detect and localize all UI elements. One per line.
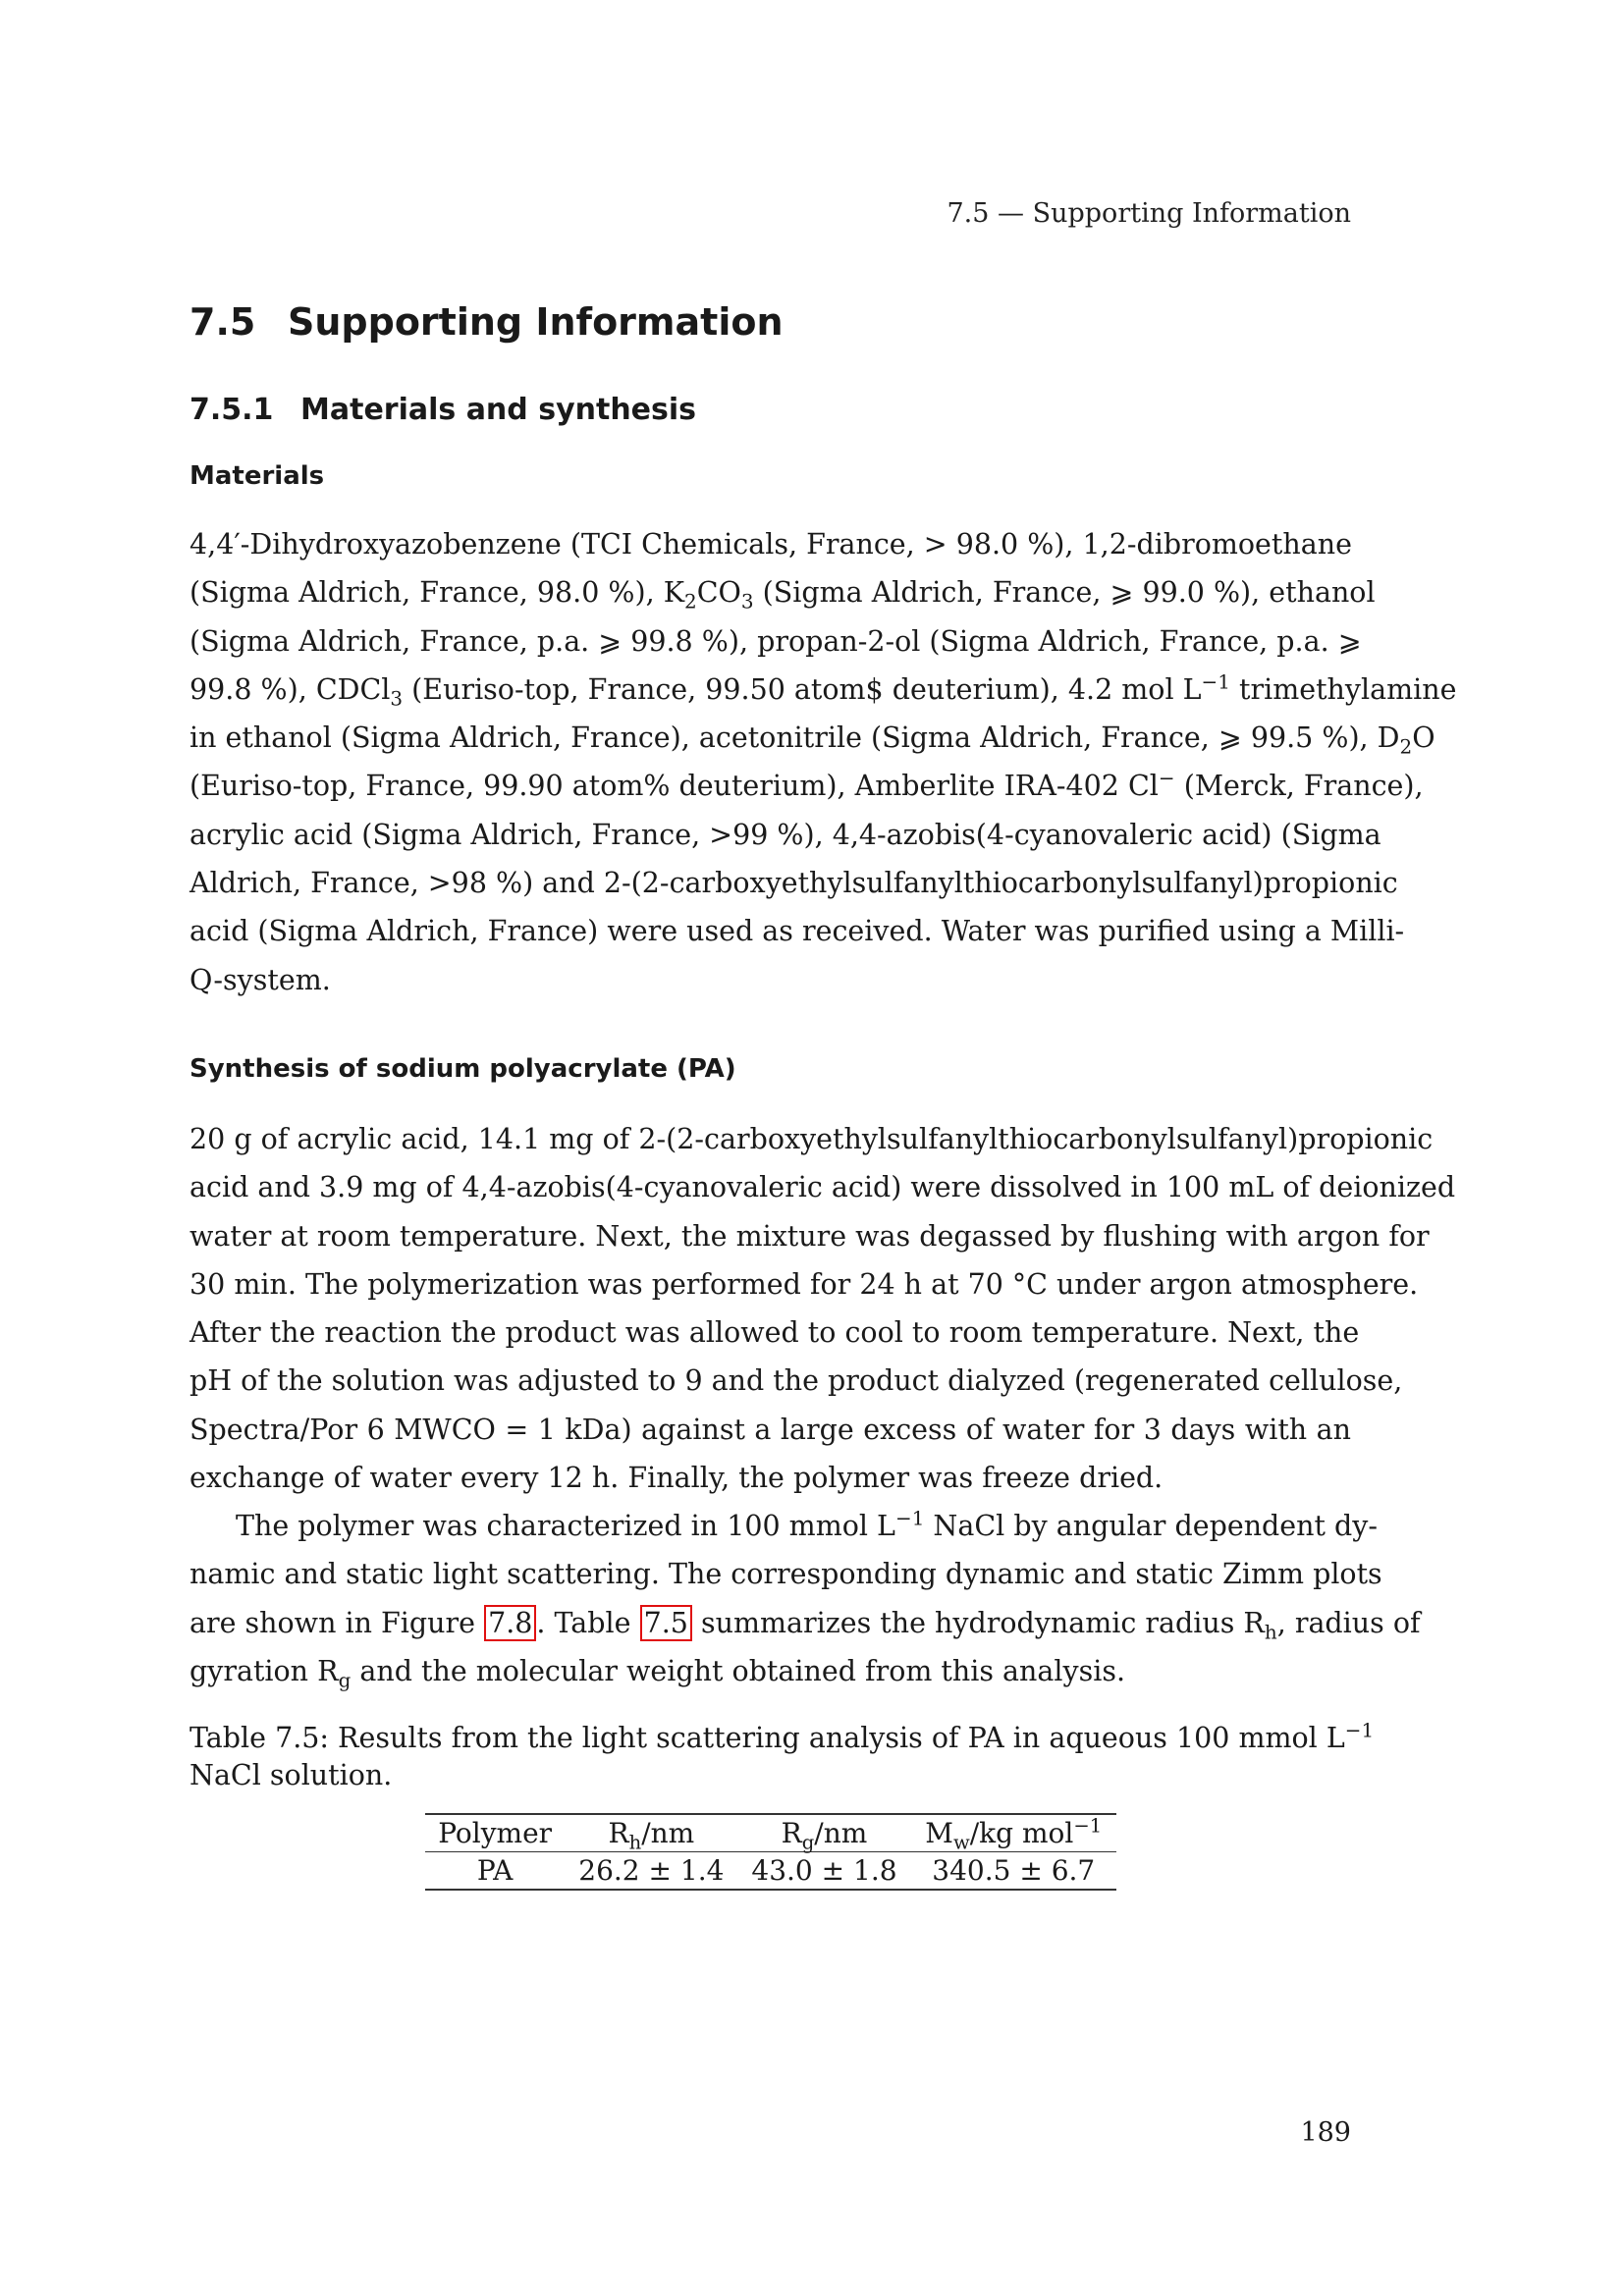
table-row <box>425 1852 1116 1891</box>
text-line: exchange of water every 12 h. Finally, the polymer was freeze dried. <box>189 1462 1164 1495</box>
text-line: Spectra/Por 6 MWCO = 1 kDa) against a large excess of water for 3 days with an <box>189 1413 1351 1446</box>
column-header-mw: $M_w/kg$ mol$^{-1}$ <box>925 1814 1103 1854</box>
text-line: (Sigma Aldrich, France, 98.0 %), $K_2CO_3$ (Sigma Aldrich, France, ⩾ 99.0 %), ethanol <box>189 576 1376 614</box>
section-number: 7.5 <box>189 300 256 344</box>
text-line: acid and 3.9 mg of 4,4-azobis(4-cyanovaleric acid) were dissolved in 100 mL of deionized <box>189 1171 1456 1204</box>
text-line: After the reaction the product was allowed to cool to room temperature. Next, the <box>189 1316 1360 1350</box>
section-heading <box>189 300 784 344</box>
text-line: 99.8 %), CDCl$_3$ (Euriso-top, France, 99.50 atom$ deuterium), 4.2 mol $L^{-1}$ trimethylamine <box>189 669 1457 711</box>
subsection-number: 7.5.1 <box>189 393 274 427</box>
table-caption <box>189 1718 1375 1794</box>
text-line: are shown in Figure 7.8 . Table 7.5 summarizes the hydrodynamic radius $R_h$, radius of <box>189 1606 1421 1644</box>
text-line: Q-system. <box>189 963 331 996</box>
page-number: 189 <box>1300 2117 1351 2148</box>
text-line: acid (Sigma Aldrich, France) were used as received. Water was purified using a Milli- <box>189 915 1405 948</box>
column-header-rg: $R_g/nm$ <box>781 1817 868 1854</box>
text-line: water at room temperature. Next, the mixture was degassed by flushing with argon for <box>189 1219 1430 1253</box>
figure-reference-link[interactable]: 7.8 <box>484 1605 536 1641</box>
running-head: 7.5 — Supporting Information <box>947 198 1351 229</box>
text-line: pH of the solution was adjusted to 9 and the product dialyzed (regenerated cellulose, <box>189 1364 1403 1398</box>
materials-heading: Materials <box>189 461 325 491</box>
synthesis-paragraph-2 <box>189 1502 1421 1695</box>
subsection-heading <box>189 393 696 427</box>
synthesis-heading: Synthesis of sodium polyacrylate (PA) <box>189 1054 736 1084</box>
text-line: (Sigma Aldrich, France, p.a. ⩾ 99.8 %), propan-2-ol (Sigma Aldrich, France, p.a. ⩾ <box>189 624 1362 658</box>
cell-rg: 43.0 ± 1.8 <box>751 1854 897 1887</box>
column-header-polymer: Polymer <box>438 1817 553 1849</box>
synthesis-paragraph-1 <box>189 1115 1456 1502</box>
cell-rh: 26.2 ± 1.4 <box>578 1854 725 1887</box>
caption-line: NaCl solution. <box>189 1759 393 1791</box>
text-line: in ethanol (Sigma Aldrich, France), acetonitrile (Sigma Aldrich, France, ⩾ 99.5 %), $D_2O$ <box>189 721 1435 759</box>
caption-line: Table 7.5: Results from the light scattering analysis of PA in aqueous 100 mmol $L^{-1}$ <box>189 1718 1375 1754</box>
cell-polymer: PA <box>476 1854 514 1887</box>
text-line: 20 g of acrylic acid, 14.1 mg of 2-(2-carboxyethylsulfanylthiocarbonylsulfanyl)propionic <box>189 1123 1434 1155</box>
column-header-rh: $R_h/nm$ <box>608 1817 695 1854</box>
table-reference-link[interactable]: 7.5 <box>640 1605 692 1641</box>
subsection-title: Materials and synthesis <box>300 393 697 427</box>
materials-paragraph <box>189 520 1457 1004</box>
cell-mw: 340.5 ± 6.7 <box>932 1854 1096 1887</box>
text-line: gyration $R_g$ and the molecular weight obtained from this analysis. <box>189 1654 1126 1692</box>
text-line: Aldrich, France, >98 %) and 2-(2-carboxyethylsulfanylthiocarbonylsulfanyl)propionic <box>189 867 1398 900</box>
results-table <box>425 1813 1116 1891</box>
text-line: The polymer was characterized in 100 mmol $L^{-1}$ NaCl by angular dependent dy- <box>236 1506 1379 1542</box>
text-line: 4,4′-Dihydroxyazobenzene (TCI Chemicals, France, > 98.0 %), 1,2-dibromoethane <box>189 528 1352 561</box>
table-header-row <box>425 1814 1116 1852</box>
text-line: 30 min. The polymerization was performed for 24 h at 70 °C under argon atmosphere. <box>189 1267 1419 1301</box>
text-line: (Euriso-top, France, 99.90 atom% deuterium), Amberlite IRA-402 Cl− (Merck, France), <box>189 766 1424 803</box>
text-line: namic and static light scattering. The corresponding dynamic and static Zimm plots <box>189 1558 1382 1591</box>
text-line: acrylic acid (Sigma Aldrich, France, >99 %), 4,4-azobis(4-cyanovaleric acid) (Sigma <box>189 818 1381 851</box>
section-title: Supporting Information <box>288 300 784 344</box>
